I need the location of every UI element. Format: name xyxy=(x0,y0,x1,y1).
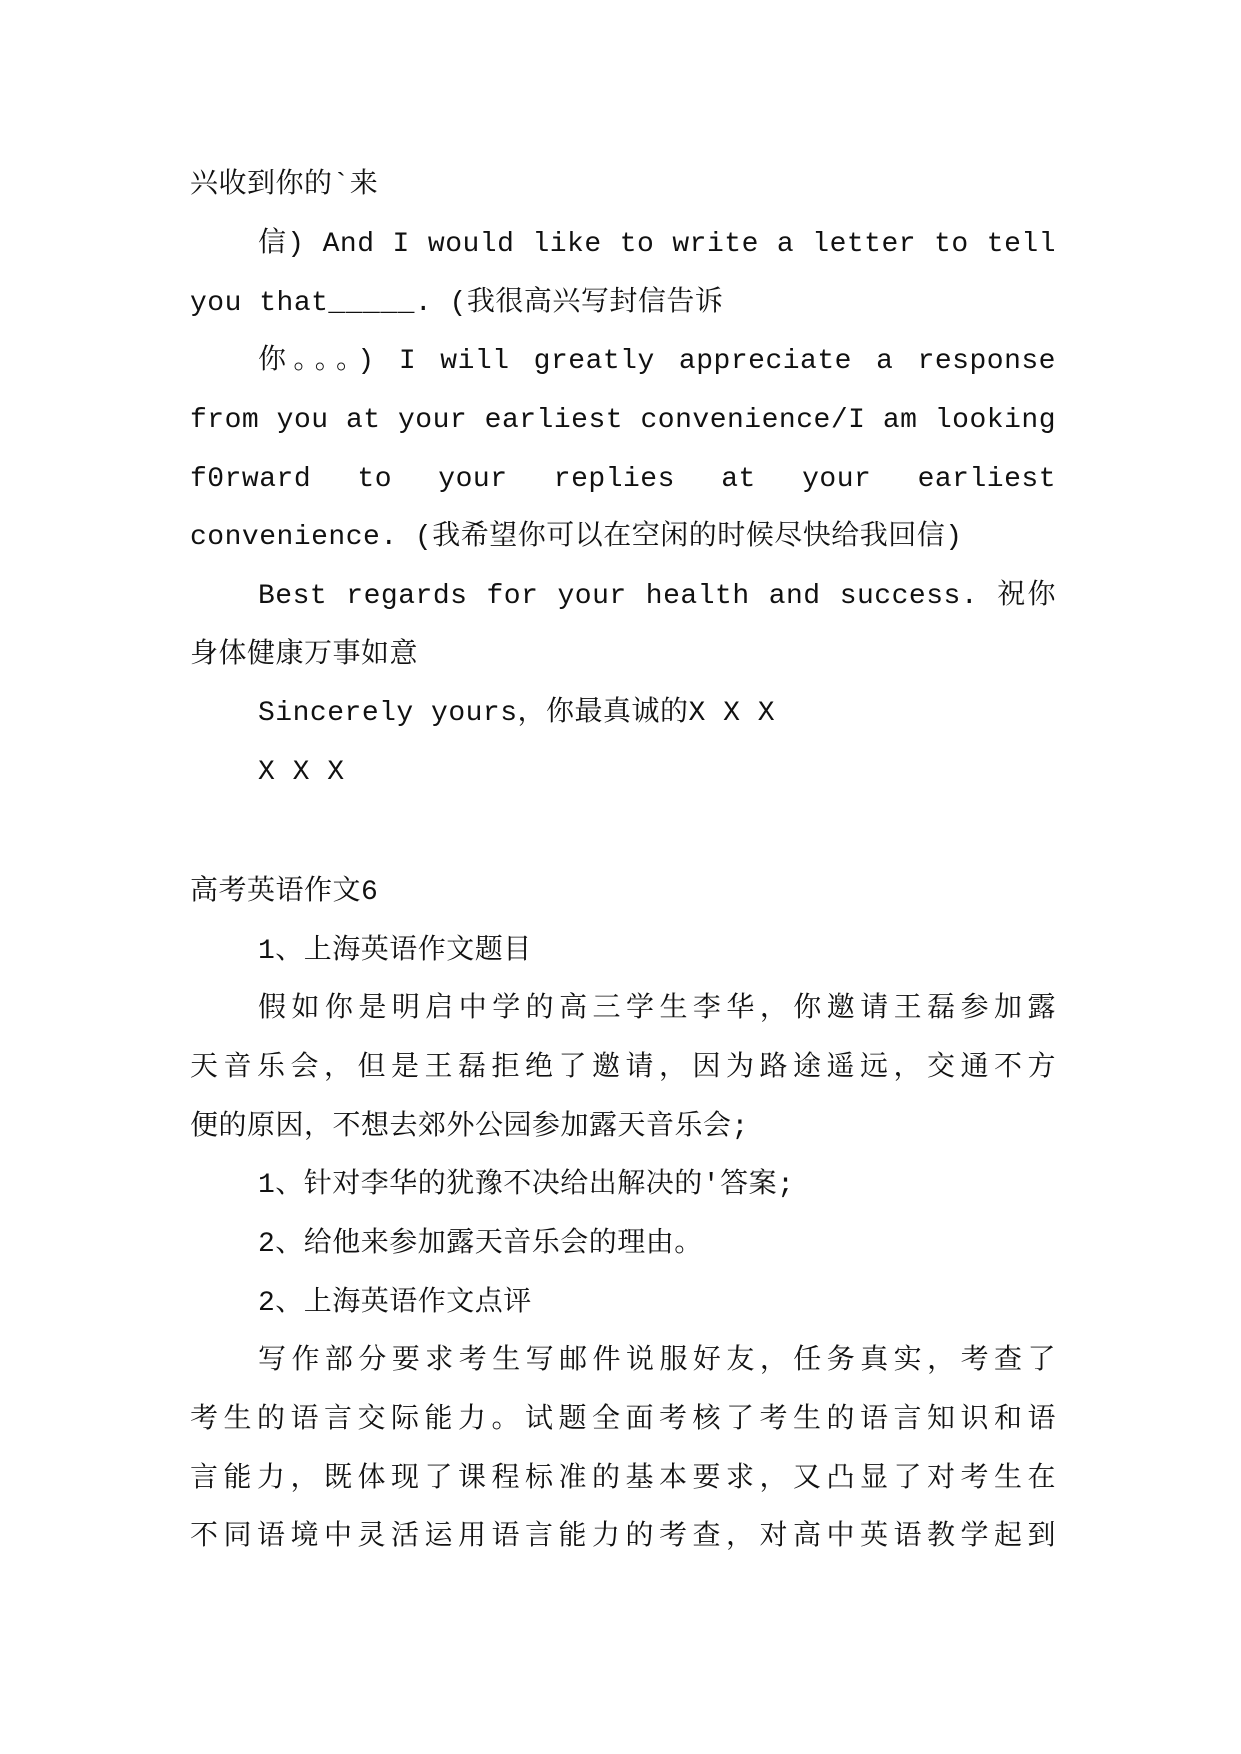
text-line: Best regards for your health and success. 祝你 xyxy=(258,581,1056,612)
text-line: 写作部分要求考生写邮件说服好友，任务真实，考查了 xyxy=(258,1346,1056,1377)
text-line: f0rward to your replies at your earliest xyxy=(190,464,1056,495)
text-line: 信) And I would like to write a letter to tell xyxy=(258,229,1056,260)
subheading: 1、上海英语作文题目 xyxy=(258,936,532,967)
text-line: Sincerely yours，你最真诚的X X X xyxy=(258,698,776,729)
text-line: convenience. (我希望你可以在空闲的时候尽快给我回信) xyxy=(190,522,963,553)
text-line: 考生的语言交际能力。试题全面考核了考生的语言知识和语 xyxy=(190,1405,1056,1436)
text-line: 言能力，既体现了课程标准的基本要求，又凸显了对考生在 xyxy=(190,1464,1056,1495)
subheading: 2、上海英语作文点评 xyxy=(258,1288,532,1319)
text-line: 假如你是明启中学的高三学生李华，你邀请王磊参加露 xyxy=(258,994,1056,1025)
text-line: X X X xyxy=(258,757,345,788)
list-item: 1、针对李华的犹豫不决给出解决的'答案; xyxy=(258,1170,795,1201)
text-line: 身体健康万事如意 xyxy=(190,640,419,671)
text-line: 便的原因，不想去郊外公园参加露天音乐会; xyxy=(190,1112,749,1143)
text-line: 不同语境中灵活运用语言能力的考查，对高中英语教学起到 xyxy=(190,1522,1056,1553)
text-line: from you at your earliest convenience/I am looking xyxy=(190,405,1056,436)
text-line: 天音乐会，但是王磊拒绝了邀请，因为路途遥远，交通不方 xyxy=(190,1053,1056,1084)
list-item: 2、给他来参加露天音乐会的理由。 xyxy=(258,1229,703,1260)
text-line: 兴收到你的`来 xyxy=(190,170,379,201)
text-line: 你。。。) I will greatly appreciate a response xyxy=(258,346,1056,377)
text-line: you that_____. (我很高兴写封信告诉 xyxy=(190,288,724,319)
section-heading: 高考英语作文6 xyxy=(190,877,379,908)
